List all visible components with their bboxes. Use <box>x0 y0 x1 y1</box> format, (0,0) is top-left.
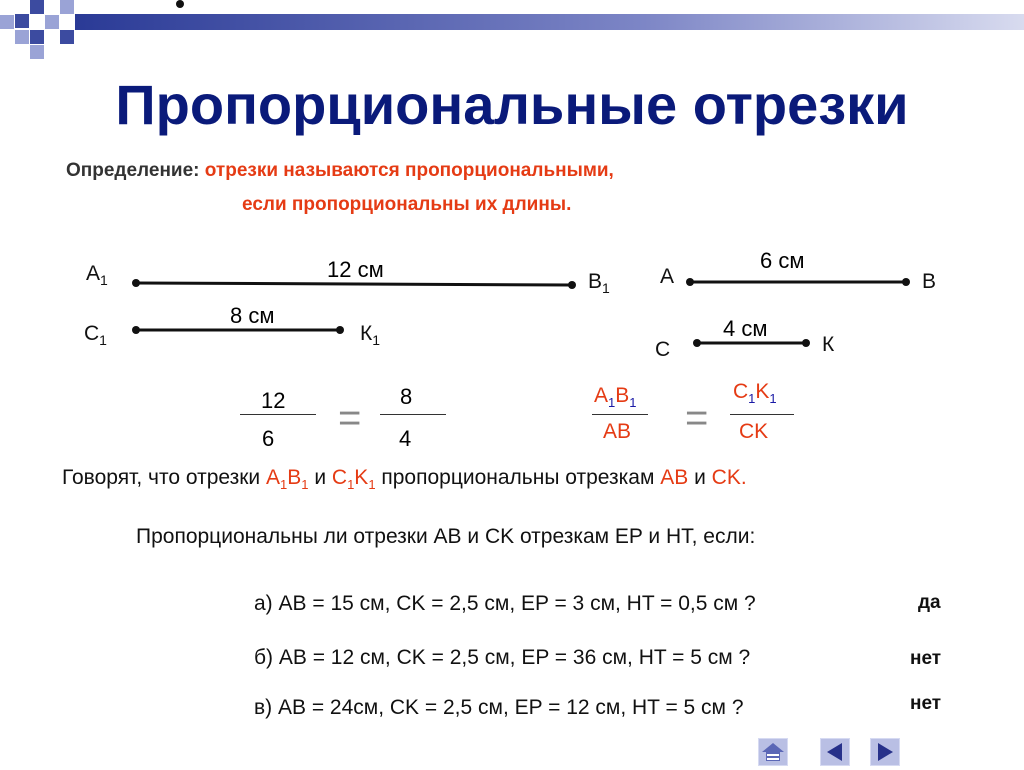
label-a: A <box>660 265 675 288</box>
item-a: а) AB = 15 см, CK = 2,5 см, EP = 3 см, HT = 0,5 см ? <box>254 592 756 615</box>
home-icon <box>759 739 787 765</box>
point-b1 <box>568 281 576 289</box>
fraction4-bar <box>730 414 794 415</box>
triangle-left-icon <box>821 739 849 765</box>
decor-square <box>15 30 29 44</box>
equals-sign: = <box>338 396 362 440</box>
answer-a: да <box>918 592 941 613</box>
label-c1: $C_1$ <box>84 322 107 349</box>
length-c1k1: 8 см <box>230 303 275 328</box>
fraction4-numerator: $C_1K_1$ <box>733 380 777 407</box>
corner-decoration <box>0 0 1024 60</box>
page-title: Пропорциональные отрезки <box>115 73 909 136</box>
decor-dot <box>176 0 184 8</box>
decor-square <box>15 14 29 28</box>
decor-square <box>45 15 59 29</box>
fraction2-numerator: 8 <box>400 384 413 409</box>
point-c1 <box>132 326 140 334</box>
fraction4-denominator: CK <box>739 420 769 443</box>
label-b1: $B_1$ <box>588 270 610 297</box>
question: Пропорциональны ли отрезки AB и CK отрезкам EP и HT, если: <box>136 525 756 548</box>
label-c: C <box>655 338 671 361</box>
point-b <box>902 278 910 286</box>
segments-diagram <box>0 230 1024 370</box>
point-k1 <box>336 326 344 334</box>
statement: Говорят, что отрезки $A_1B_1$ и $C_1K_1$ пропорциональны отрезкам AB и CK. <box>62 466 747 493</box>
answer-c: нет <box>910 693 942 714</box>
length-ck: 4 см <box>723 316 768 341</box>
length-ab: 6 см <box>760 248 805 273</box>
home-button[interactable] <box>758 738 788 766</box>
decor-square <box>0 15 14 29</box>
label-a1: $A_1$ <box>86 262 108 289</box>
decor-square <box>60 30 74 44</box>
point-k <box>802 339 810 347</box>
decor-square <box>30 30 44 44</box>
fraction2-bar <box>380 414 446 415</box>
definition-line2: если пропорциональны их длины. <box>242 194 572 215</box>
triangle-right-icon <box>871 739 899 765</box>
item-c: в) AB = 24см, CK = 2,5 см, EP = 12 см, HT = 5 см ? <box>254 696 744 719</box>
point-a1 <box>132 279 140 287</box>
decor-square <box>30 0 44 14</box>
definition-label: Определение: <box>66 160 200 181</box>
fraction1-numerator: 12 <box>261 388 286 413</box>
point-a <box>686 278 694 286</box>
length-a1b1: 12 см <box>327 257 384 282</box>
fraction3-numerator: $A_1B_1$ <box>594 384 637 411</box>
equals-sign-2: = <box>685 396 709 440</box>
label-k: К <box>822 333 835 356</box>
decor-square <box>60 0 74 14</box>
fraction3-denominator: AB <box>603 420 632 443</box>
definition-line1 <box>66 160 614 182</box>
fraction3-bar <box>592 414 648 415</box>
fraction1-denominator: 6 <box>262 426 275 451</box>
fraction1-bar <box>240 414 316 415</box>
item-b: б) AB = 12 см, CK = 2,5 см, EP = 36 см, HT = 5 см ? <box>254 646 751 669</box>
segment-a1b1 <box>136 283 572 285</box>
label-b: B <box>922 270 937 293</box>
next-slide-button[interactable] <box>870 738 900 766</box>
decor-bar <box>75 14 1024 30</box>
definition-text: отрезки называются пропорциональными, <box>204 160 614 181</box>
previous-slide-button[interactable] <box>820 738 850 766</box>
decor-square <box>30 45 44 59</box>
label-k1: $К_1$ <box>360 322 381 349</box>
fraction2-denominator: 4 <box>399 426 412 451</box>
answer-b: нет <box>910 648 942 669</box>
point-c <box>693 339 701 347</box>
